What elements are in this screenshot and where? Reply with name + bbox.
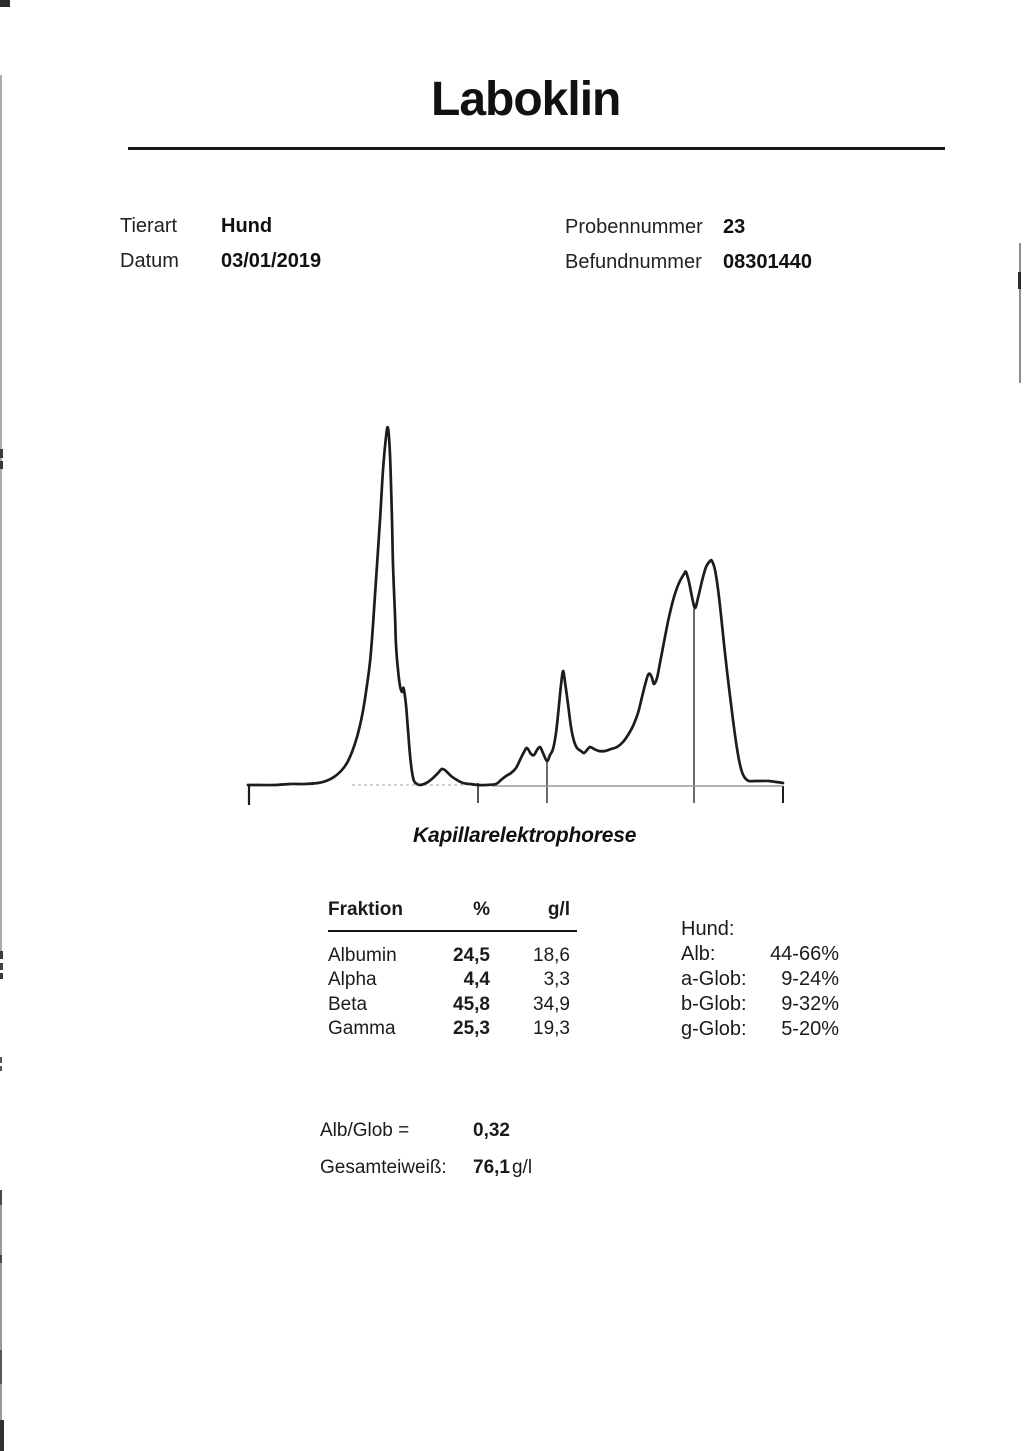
reference-row-b-glob [681,992,839,1017]
header-gl: g/l [547,899,570,920]
page-title: Laboklin [431,73,621,126]
ref-label: Alb: [681,943,716,965]
ref-label: a-Glob: [681,968,747,990]
ref-label: g-Glob: [681,1018,747,1040]
table-row-alpha [328,969,577,993]
ref-value: 9-24% [781,968,839,990]
reference-row-a-glob [681,967,839,992]
probennummer-value: 23 [723,216,746,238]
scan-artifact-dash [0,461,3,469]
befundnummer-label: Befundnummer [565,251,702,273]
summary-block [320,1120,532,1179]
reference-ranges [681,917,839,1042]
scan-artifact-right-line [1019,243,1021,383]
cell-fraktion: Albumin [328,945,397,966]
info-row-datum [120,250,321,273]
scan-artifact-top-left [0,0,10,7]
table-body [328,945,577,1043]
gesamteiweiss-label: Gesamteiweiß: [320,1157,447,1178]
cell-gl: 34,9 [533,993,570,1015]
gesamteiweiss-row [320,1157,532,1179]
title-divider-rule [128,147,945,150]
reference-row-alb [681,942,839,967]
ref-value: 44-66% [770,943,839,965]
scan-artifact-dash [0,1350,2,1384]
alb-glob-value: 0,32 [473,1120,510,1141]
scan-artifact-dash [0,1057,2,1063]
cell-percent: 25,3 [453,1018,490,1040]
scan-artifact-dash [0,1255,2,1263]
reference-title: Hund: [681,918,735,940]
alb-glob-label: Alb/Glob = [320,1120,410,1141]
cell-percent: 45,8 [453,993,490,1015]
chart-guides [249,609,783,805]
cell-percent: 24,5 [453,945,490,966]
gesamteiweiss-value: 76,1 [473,1157,510,1178]
fractions-table [328,899,577,1043]
ref-value: 5-20% [781,1018,839,1040]
info-row-befundnummer [565,251,812,274]
table-row-albumin [328,945,577,969]
table-row-beta [328,994,577,1018]
scan-artifact-dash [0,1066,2,1071]
info-row-probennummer [565,216,745,239]
scan-artifact-dash [0,973,3,979]
cell-gl: 3,3 [543,969,570,991]
scan-artifact-dash [0,963,3,970]
scan-artifact-dash [0,449,3,458]
electrophoresis-curve [248,427,783,785]
tierart-value: Hund [221,215,273,237]
chart-caption: Kapillarelektrophorese [413,824,637,847]
table-row-gamma [328,1018,577,1042]
cell-fraktion: Gamma [328,1018,396,1040]
ref-label: b-Glob: [681,993,747,1015]
cell-fraktion: Beta [328,993,368,1015]
scan-artifact-left-line-bottom [0,1190,2,1451]
table-header-row [328,899,577,921]
probennummer-label: Probennummer [565,216,703,238]
header-fraktion: Fraktion [328,899,403,920]
header-percent: % [473,899,490,920]
ref-value: 9-32% [781,993,839,1015]
reference-row-g-glob [681,1017,839,1042]
scan-artifact-bottom-left-bar [0,1420,4,1451]
cell-fraktion: Alpha [328,969,377,991]
cell-percent: 4,4 [463,969,490,991]
tierart-label: Tierart [120,215,178,237]
datum-label: Datum [120,250,179,272]
cell-gl: 18,6 [533,945,570,966]
scan-artifact-dash [0,951,3,959]
table-header-rule [328,930,577,932]
datum-value: 03/01/2019 [221,250,322,272]
scan-artifact-left-line [0,75,2,953]
alb-glob-row [320,1120,532,1142]
info-row-tierart [120,215,272,238]
gesamteiweiss-unit: g/l [511,1157,533,1178]
scan-artifact-right-blob [1018,272,1021,289]
befundnummer-value: 08301440 [723,251,812,273]
cell-gl: 19,3 [533,1018,570,1040]
scan-artifact-dash [0,1190,2,1205]
